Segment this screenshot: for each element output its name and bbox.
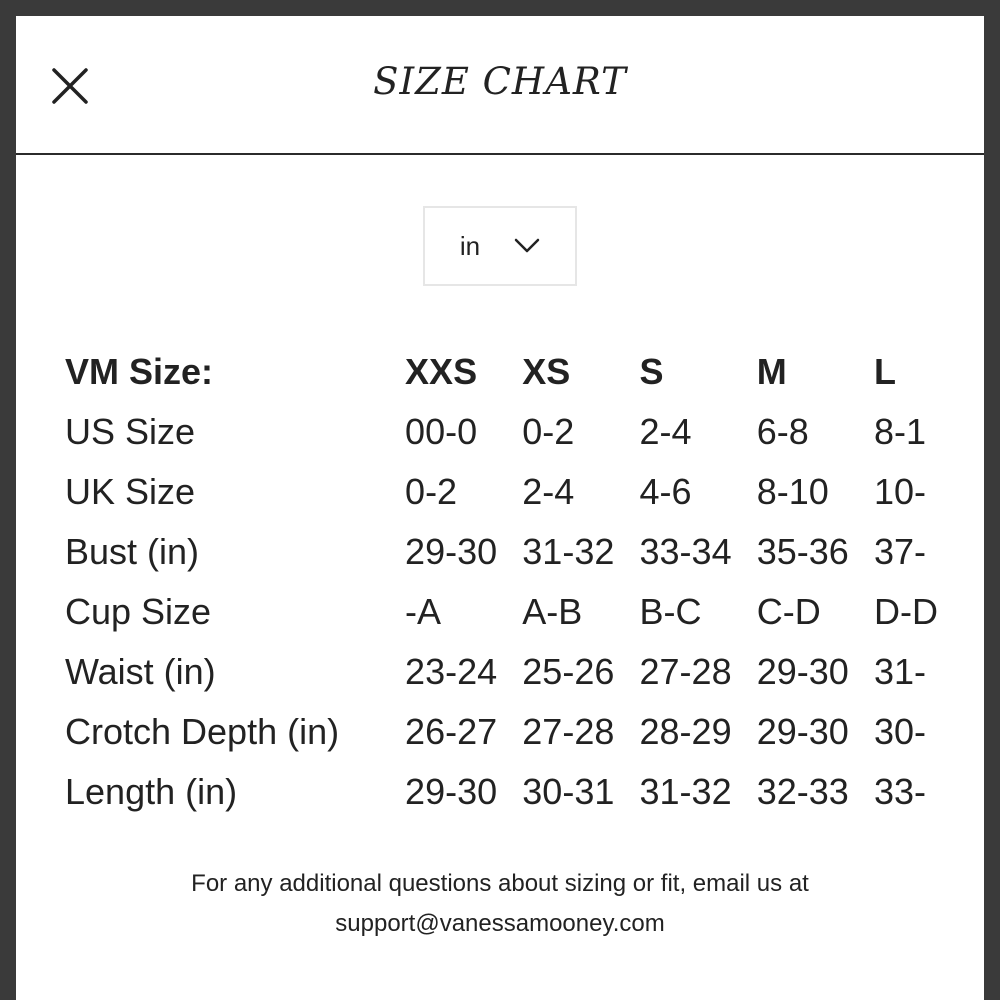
table-cell: 29-30 — [405, 771, 498, 812]
table-row — [65, 522, 984, 582]
table-row — [65, 642, 984, 702]
table-cell: 29-30 — [756, 651, 849, 692]
table-cell: 23-24 — [405, 651, 498, 692]
modal-title: SIZE CHART — [373, 60, 627, 103]
table-cell: 31-32 — [522, 531, 615, 572]
table-cell: 31-32 — [639, 771, 732, 812]
table-cell: 32-33 — [756, 771, 849, 812]
column-header: XS — [522, 351, 571, 392]
support-email: support@vanessamooney.com — [335, 910, 665, 937]
table-cell: 10- — [873, 471, 927, 512]
column-header: S — [639, 351, 664, 392]
table-cell: 6-8 — [756, 411, 809, 452]
table-cell: 4-6 — [639, 471, 692, 512]
table-cell: 8-10 — [756, 471, 829, 512]
table-header-row — [65, 342, 984, 402]
table-cell: D-D — [873, 591, 938, 632]
row-label: Length (in) — [65, 771, 238, 812]
table-cell: 2-4 — [639, 411, 692, 452]
table-cell: 27-28 — [522, 711, 615, 752]
column-header: L — [873, 351, 896, 392]
table-cell: 29-30 — [405, 531, 498, 572]
unit-select[interactable] — [423, 206, 577, 286]
header-label: VM Size: — [65, 351, 214, 392]
table-cell: 33- — [873, 771, 927, 812]
column-header: XXS — [405, 351, 478, 392]
table-cell: 00-0 — [405, 411, 478, 452]
table-cell: 25-26 — [522, 651, 615, 692]
row-label: US Size — [65, 411, 196, 452]
row-label: UK Size — [65, 471, 196, 512]
footer-note — [16, 864, 984, 944]
row-label: Bust (in) — [65, 531, 200, 572]
table-cell: 27-28 — [639, 651, 732, 692]
table-cell: 2-4 — [522, 471, 575, 512]
unit-select-value: in — [459, 230, 481, 261]
row-label: Crotch Depth (in) — [65, 711, 340, 752]
table-cell: 35-36 — [756, 531, 849, 572]
table-row — [65, 582, 984, 642]
table-row — [65, 762, 984, 822]
chevron-down-icon — [514, 238, 540, 254]
size-table — [65, 342, 984, 822]
table-cell: 31- — [873, 651, 927, 692]
table-cell: C-D — [756, 591, 821, 632]
row-label: Waist (in) — [65, 651, 216, 692]
table-row — [65, 402, 984, 462]
table-cell: A-B — [522, 591, 583, 632]
table-cell: 33-34 — [639, 531, 732, 572]
table-cell: 30- — [873, 711, 927, 752]
table-cell: B-C — [639, 591, 702, 632]
row-label: Cup Size — [65, 591, 212, 632]
modal-header — [16, 16, 984, 155]
table-cell: 28-29 — [639, 711, 732, 752]
table-cell: 37- — [873, 531, 927, 572]
footer-text: For any additional questions about sizing or fit, email us at — [191, 870, 809, 897]
table-cell: 0-2 — [522, 411, 575, 452]
table-cell: 30-31 — [522, 771, 615, 812]
table-cell: -A — [405, 591, 442, 632]
column-header: M — [756, 351, 787, 392]
table-cell: 29-30 — [756, 711, 849, 752]
table-row — [65, 702, 984, 762]
table-row — [65, 462, 984, 522]
table-cell: 26-27 — [405, 711, 498, 752]
size-chart-modal — [16, 16, 984, 1000]
table-cell: 8-1 — [873, 411, 927, 452]
table-cell: 0-2 — [405, 471, 458, 512]
